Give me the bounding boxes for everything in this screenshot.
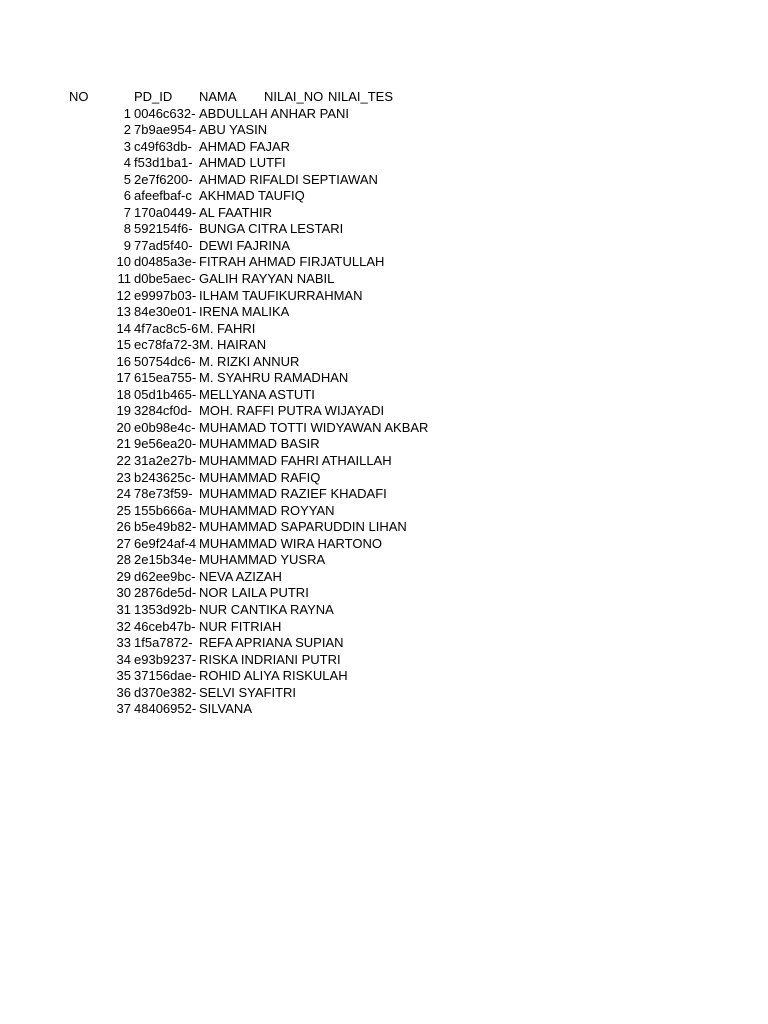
header-nama: NAMA (199, 89, 237, 104)
row-pd-id: 31a2e27b- (134, 453, 197, 469)
row-pd-id: 155b666a- (134, 502, 197, 518)
row-nama: AHMAD FAJAR (199, 138, 291, 154)
row-no: 32 (116, 618, 131, 634)
row-nama: RISKA INDRIANI PUTRI (199, 651, 341, 667)
row-no: 19 (116, 403, 131, 419)
table-row (0, 685, 768, 702)
row-nama: MUHAMMAD SAPARUDDIN LIHAN (199, 519, 407, 535)
row-nama: MOH. RAFFI PUTRA WIJAYADI (199, 403, 385, 419)
row-pd-id: 77ad5f40- (134, 237, 193, 253)
row-no: 20 (116, 419, 131, 435)
row-no: 21 (116, 436, 131, 452)
row-no: 10 (116, 254, 131, 270)
row-nama: ROHID ALIYA RISKULAH (199, 668, 348, 684)
table-row (0, 122, 768, 139)
row-no: 16 (116, 353, 131, 369)
row-nama: IRENA MALIKA (199, 304, 290, 320)
row-no: 30 (116, 585, 131, 601)
row-nama: NOR LAILA PUTRI (199, 585, 309, 601)
row-nama: NUR CANTIKA RAYNA (199, 601, 334, 617)
table-row (0, 337, 768, 354)
row-no: 3 (123, 138, 131, 154)
row-nama: MUHAMMAD FAHRI ATHAILLAH (199, 453, 392, 469)
row-nama: NUR FITRIAH (199, 618, 282, 634)
row-pd-id: b243625c- (134, 469, 196, 485)
row-pd-id: d0be5aec- (134, 271, 196, 287)
data-rows (0, 106, 768, 718)
table-row (0, 619, 768, 636)
row-no: 12 (116, 287, 131, 303)
row-no: 34 (116, 651, 131, 667)
row-no: 28 (116, 552, 131, 568)
row-pd-id: d370e382- (134, 684, 197, 700)
row-pd-id: e0b98e4c- (134, 419, 196, 435)
row-nama: DEWI FAJRINA (199, 237, 291, 253)
table-row (0, 271, 768, 288)
row-pd-id: e93b9237- (134, 651, 197, 667)
row-nama: NEVA AZIZAH (199, 568, 282, 584)
row-nama: M. HAIRAN (199, 337, 267, 353)
table-row (0, 403, 768, 420)
row-pd-id: 2e7f6200- (134, 171, 193, 187)
row-pd-id: 1353d92b- (134, 601, 197, 617)
row-pd-id: 78e73f59- (134, 486, 193, 502)
table-row (0, 652, 768, 669)
row-no: 4 (123, 155, 131, 171)
table-row (0, 602, 768, 619)
row-pd-id: 0046c632- (134, 105, 196, 121)
table-row (0, 106, 768, 123)
row-nama: M. FAHRI (199, 320, 256, 336)
row-nama: FITRAH AHMAD FIRJATULLAH (199, 254, 385, 270)
row-pd-id: b5e49b82- (134, 519, 197, 535)
row-pd-id: ec78fa72-3 (134, 337, 199, 353)
table-row (0, 288, 768, 305)
row-no: 14 (116, 320, 131, 336)
row-nama: ILHAM TAUFIKURRAHMAN (199, 287, 363, 303)
row-no: 1 (123, 105, 131, 121)
header-pd-id: PD_ID (134, 89, 173, 104)
table-row (0, 701, 768, 718)
table-row (0, 486, 768, 503)
row-no: 2 (123, 122, 131, 138)
table-row (0, 221, 768, 238)
row-pd-id: 37156dae- (134, 668, 197, 684)
row-pd-id: d62ee9bc- (134, 568, 196, 584)
row-nama: MUHAMAD TOTTI WIDYAWAN AKBAR (199, 419, 429, 435)
table-row (0, 139, 768, 156)
row-pd-id: e9997b03- (134, 287, 197, 303)
row-nama: REFA APRIANA SUPIAN (199, 635, 344, 651)
table-row (0, 552, 768, 569)
row-no: 15 (116, 337, 131, 353)
row-nama: M. RIZKI ANNUR (199, 353, 300, 369)
table-row (0, 238, 768, 255)
row-nama: ABDULLAH ANHAR PANI (199, 105, 350, 121)
row-pd-id: 170a0449- (134, 204, 197, 220)
header-nilai-tes: NILAI_TES (328, 89, 394, 104)
table-row (0, 172, 768, 189)
row-no: 22 (116, 453, 131, 469)
row-pd-id: 05d1b465- (134, 386, 197, 402)
table-row (0, 188, 768, 205)
row-nama: SELVI SYAFITRI (199, 684, 297, 700)
row-no: 17 (116, 370, 131, 386)
table-row (0, 254, 768, 271)
row-pd-id: 4f7ac8c5-6 (134, 320, 199, 336)
row-pd-id: c49f63db- (134, 138, 192, 154)
table-row (0, 420, 768, 437)
table-row (0, 519, 768, 536)
table-row (0, 321, 768, 338)
row-no: 7 (123, 204, 131, 220)
table-row (0, 503, 768, 520)
row-nama: AHMAD RIFALDI SEPTIAWAN (199, 171, 378, 187)
table-row (0, 569, 768, 586)
row-pd-id: afeefbaf-c (134, 188, 192, 204)
table-row (0, 635, 768, 652)
row-pd-id: 6e9f24af-4 (134, 535, 197, 551)
row-no: 33 (116, 635, 131, 651)
table-row (0, 205, 768, 222)
row-pd-id: 592154f6- (134, 221, 193, 237)
row-pd-id: 2e15b34e- (134, 552, 197, 568)
row-nama: MUHAMMAD ROYYAN (199, 502, 335, 518)
table-row (0, 387, 768, 404)
row-pd-id: 48406952- (134, 701, 197, 717)
row-pd-id: 615ea755- (134, 370, 197, 386)
table-row (0, 370, 768, 387)
row-pd-id: 7b9ae954- (134, 122, 197, 138)
row-no: 29 (116, 568, 131, 584)
row-pd-id: 84e30e01- (134, 304, 197, 320)
row-nama: SILVANA (199, 701, 252, 717)
row-nama: MELLYANA ASTUTI (199, 386, 315, 402)
table-row (0, 155, 768, 172)
table-row (0, 453, 768, 470)
row-nama: MUHAMMAD BASIR (199, 436, 320, 452)
table-row (0, 354, 768, 371)
row-no: 23 (116, 469, 131, 485)
row-no: 11 (117, 271, 131, 287)
row-nama: MUHAMMAD RAFIQ (199, 469, 321, 485)
row-nama: BUNGA CITRA LESTARI (199, 221, 344, 237)
table-row (0, 668, 768, 685)
row-no: 5 (123, 171, 131, 187)
header-nilai-no: NILAI_NO (264, 89, 324, 104)
row-no: 18 (116, 386, 131, 402)
row-nama: ABU YASIN (199, 122, 268, 138)
table-row (0, 536, 768, 553)
row-pd-id: 46ceb47b- (134, 618, 196, 634)
header-row (0, 89, 768, 106)
row-no: 13 (116, 304, 131, 320)
row-no: 27 (116, 535, 131, 551)
row-nama: M. SYAHRU RAMADHAN (199, 370, 349, 386)
row-nama: MUHAMMAD RAZIEF KHADAFI (199, 486, 387, 502)
row-no: 35 (116, 668, 131, 684)
row-no: 37 (116, 701, 131, 717)
table-row (0, 585, 768, 602)
row-pd-id: f53d1ba1- (134, 155, 193, 171)
row-pd-id: 1f5a7872- (134, 635, 193, 651)
table-row (0, 436, 768, 453)
row-nama: MUHAMMAD WIRA HARTONO (199, 535, 382, 551)
header-no: NO (69, 89, 89, 104)
row-nama: AHMAD LUTFI (199, 155, 286, 171)
row-pd-id: 50754dc6- (134, 353, 196, 369)
row-no: 31 (116, 601, 131, 617)
row-no: 6 (123, 188, 131, 204)
row-nama: MUHAMMAD YUSRA (199, 552, 326, 568)
table-row (0, 304, 768, 321)
row-no: 24 (116, 486, 131, 502)
row-nama: AKHMAD TAUFIQ (199, 188, 305, 204)
row-no: 8 (123, 221, 131, 237)
row-no: 26 (116, 519, 131, 535)
row-pd-id: d0485a3e- (134, 254, 197, 270)
row-nama: GALIH RAYYAN NABIL (199, 271, 335, 287)
row-no: 9 (123, 237, 131, 253)
row-pd-id: 2876de5d- (134, 585, 197, 601)
row-no: 25 (116, 502, 131, 518)
spreadsheet (0, 89, 768, 718)
row-pd-id: 3284cf0d- (134, 403, 192, 419)
table-row (0, 470, 768, 487)
row-nama: AL FAATHIR (199, 204, 272, 220)
row-pd-id: 9e56ea20- (134, 436, 197, 452)
row-no: 36 (116, 684, 131, 700)
